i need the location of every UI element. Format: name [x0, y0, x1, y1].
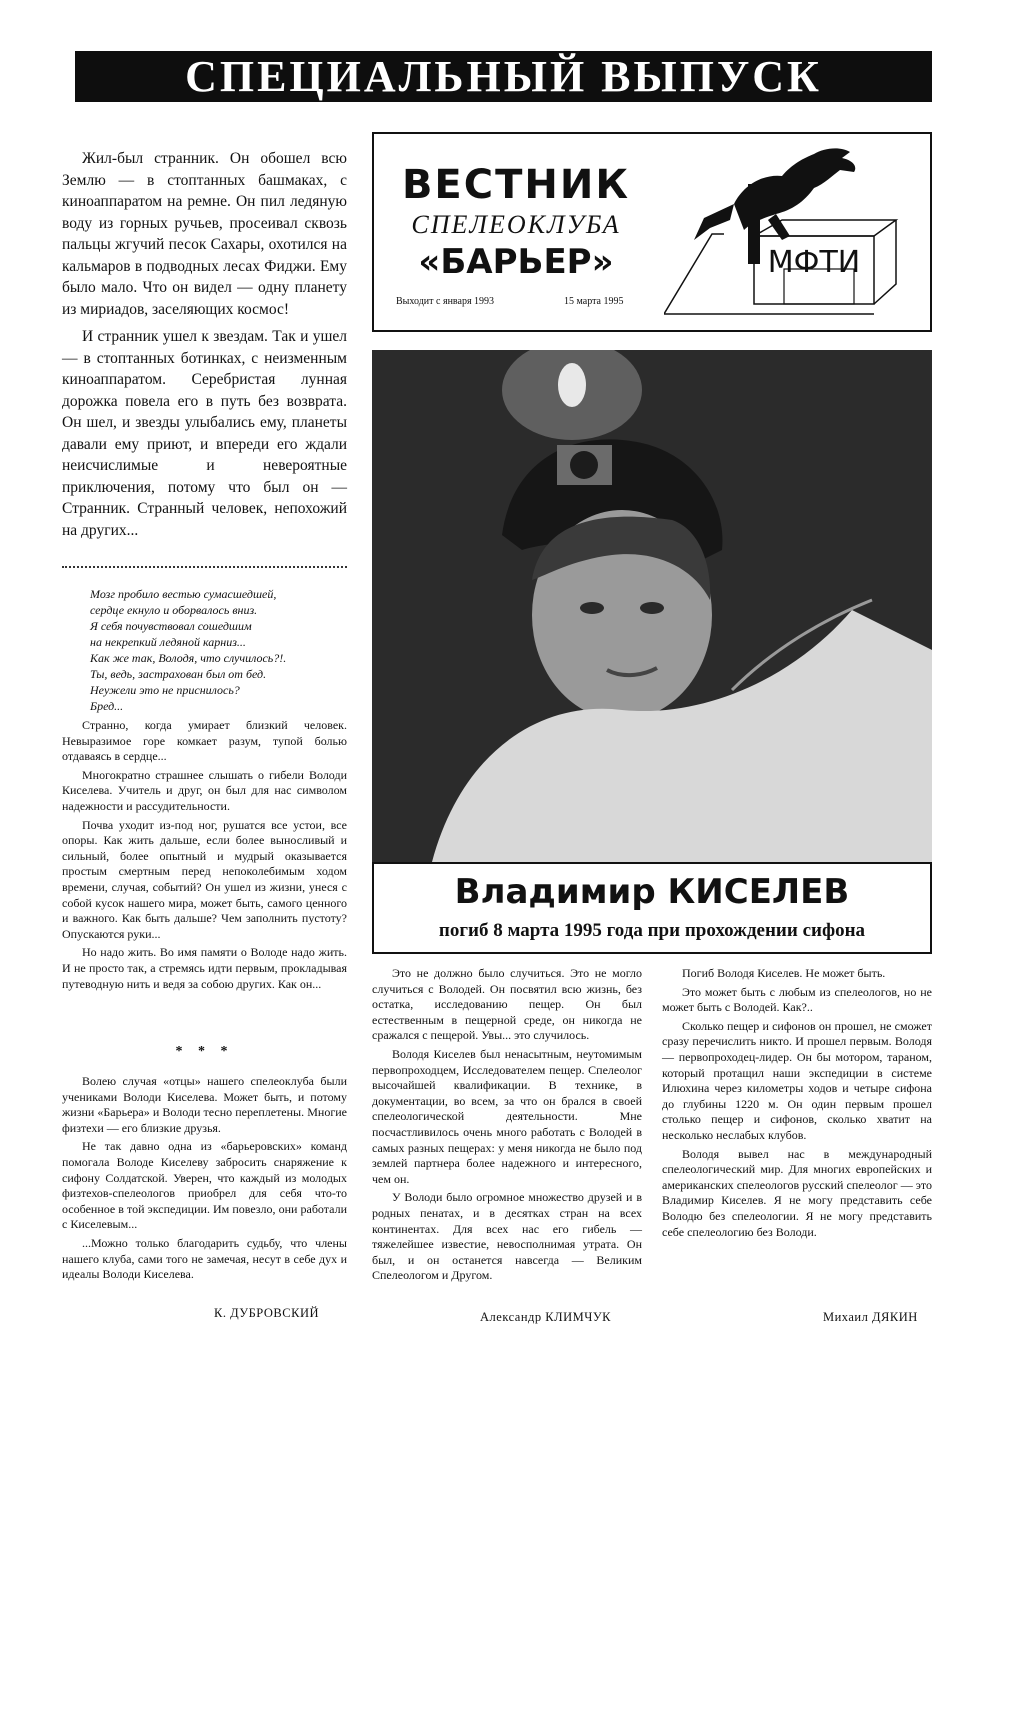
column-1-article [62, 718, 347, 995]
article-paragraph: Володя вывел нас в международный спелеологический мир. Для многих европейских и американских спелеологов русский спелеолог — это Владимир Киселев. Я не могу представить себе Володю без спелеологии. Я не могу представить себе спелеологию без Володи. [662, 1146, 932, 1239]
article-paragraph: У Володи было огромное множество друзей и в родных пенатах, и в десятках стран на всех континентах. Для всех нас его гибель — тяжелейшее известие, невосполнимая утрата. Он был, и он останется навсегда — Великим Спелеологом и Другом. [372, 1190, 642, 1283]
masthead-title: ВЕСТНИК [401, 162, 631, 208]
article-paragraph: Погиб Володя Киселев. Не может быть. [682, 966, 886, 980]
masthead-date: 15 марта 1995 [564, 296, 624, 307]
poem-line: Ты, ведь, застрахован был от бед. [90, 667, 267, 681]
column-3-article [662, 966, 932, 1243]
masthead-since: Выходит с января 1993 [396, 296, 495, 307]
article-paragraph: Сколько пещер и сифонов он прошел, не сможет сразу перечислить никто. И прошел первым. Володя — первопроходец-лидер. Он бы мотором, тараном, который протащил наши экспедиции в системе Илюхина через километры ходов и четыре сифона до глубины 1220 м. Он один первым прошел столько пещер и сифонов, сколько хватит на несколько неслабых клубов. [662, 1018, 932, 1142]
article-paragraph: Это не должно было случиться. Это не могло случиться с Володей. Он посвятил всю жизнь, без остатка, исследованию пещер. Он был естественным в пещерной среде, он никогда не сражался с пещерой. Увы... это случилось. [372, 966, 642, 1043]
signature-klimchuk: Александр КЛИМЧУК [480, 1310, 612, 1324]
column-2-article [372, 966, 642, 1287]
article-paragraph: Почва уходит из-под ног, рушатся все устои, все опоры. Как жить дальше, если более выносливый и сильный, более опытный и мудрый оказывается простым смертным перед непоколебимым ходом времени, случая, событий? Он ушел из жизни, унеся с собой кусок нашего мира, может быть, самого ценного и важного. Как быть дальше? Чем заполнить пустоту? Опускаются руки... [62, 817, 347, 941]
caption-name: Владимир КИСЕЛЕВ [454, 872, 850, 912]
caver-photo-illustration [372, 350, 932, 862]
article-paragraph: Не так давно одна из «барьеровских» команд помогала Володе Киселеву забросить снаряжение к сифону Солдатской. Уверен, что каждый из молодых физтехов-спелеологов приобрел для себя что-то особенное в той экспедиции. Им повезло, они работали с Киселевым... [62, 1139, 347, 1232]
poem-line: Неужели это не приснилось? [90, 683, 240, 697]
article-paragraph: Это может быть с любым из спелеологов, но не может быть с Володей. Как?.. [662, 984, 932, 1015]
poem-line: Я себя почувствовал сошедшим [90, 619, 252, 633]
signature-dyakin: Михаил ДЯКИН [823, 1310, 918, 1324]
article-paragraph: Многократно страшнее слышать о гибели Володи Киселева. Учитель и друг, он был для нас символом надежности и рассудительности. [62, 767, 347, 813]
poem-line: Бред... [90, 699, 124, 713]
masthead-subtitle: СПЕЛЕОКЛУБА [411, 210, 621, 239]
article-paragraph: ...Можно только благодарить судьбу, что члены нашего клуба, сами того не замечая, несут в себе дух и идеалы Володи Киселева. [62, 1235, 347, 1282]
intro-paragraph: И странник ушел к звездам. Так и ушел — в стоптанных ботинках, с неизменным киноаппаратом. Серебристая лунная дорожка повела его в путь без возврата. Он шел, и звезды улыбались ему, планеты давали ему приют, и впереди его ждали неисчислимые и невероятные приключения, потому что был он — Странник. Странный человек, непохожий на других... [62, 328, 347, 539]
photo-caption [372, 862, 932, 954]
signature-dubrovsky: К. ДУБРОВСКИЙ [214, 1306, 319, 1320]
column-1-article-continued [62, 1074, 347, 1286]
section-stars: * * * [175, 1044, 234, 1059]
mipt-horse-logo-icon [664, 144, 922, 324]
intro-text [62, 148, 347, 547]
divider [62, 566, 347, 574]
masthead-club-name: «БАРЬЕР» [418, 242, 614, 282]
poem-line: сердце екнуло и оборвалось вниз. [90, 603, 258, 617]
logo-text: МФТИ [767, 245, 861, 280]
masthead [372, 132, 932, 332]
portrait-photo [372, 350, 932, 862]
special-issue-banner: СПЕЦИАЛЬНЫЙ ВЫПУСК [75, 51, 932, 102]
article-paragraph: Странно, когда умирает близкий человек. Невыразимое горе комкает разум, тупой болью отдаваясь в сердце... [62, 718, 347, 764]
poem [90, 586, 345, 714]
article-paragraph: Володя Киселев был ненасытным, неутомимым первопроходцем, Исследователем пещер. Спелеолог высочайшей квалификации. В технике, в документации, во всем, за что он брался в своей спелеологической деятельности. Мне посчастливилось очень много работать с Володей в самых разных пещерах: у меня никогда не было под землей партнера более надежного и интересного, чем он. [372, 1046, 642, 1186]
poem-line: Мозг пробило вестью сумасшедшей, [90, 587, 277, 601]
caption-subtitle: погиб 8 марта 1995 года при прохождении сифона [438, 920, 866, 941]
article-paragraph: Волею случая «отцы» нашего спелеоклуба были учениками Володи Киселева. Может быть, и потому жизни «Барьера» и Володи тесно переплетены. Многие физтехи — его близкие друзья. [62, 1074, 347, 1135]
poem-line: Как же так, Володя, что случилось?!. [90, 651, 287, 665]
intro-paragraph: Жил-был странник. Он обошел всю Землю — в стоптанных башмаках, с киноаппаратом на ремне. Он пил ледяную воду из горных ручьев, просеивал сквозь пальцы жгучий песок Сахары, охотился на кальмаров в подводных лесах Фиджи. Ему было мало. Что он видел — одну планету из мириадов, заселяющих космос! [62, 150, 347, 318]
article-paragraph: Но надо жить. Во имя памяти о Володе надо жить. И не просто так, а стремясь идти первым, прокладывая путеводную нить и ведя за собою других. Как он... [62, 945, 347, 991]
poem-line: на некрепкий ледяной карниз... [90, 635, 246, 649]
